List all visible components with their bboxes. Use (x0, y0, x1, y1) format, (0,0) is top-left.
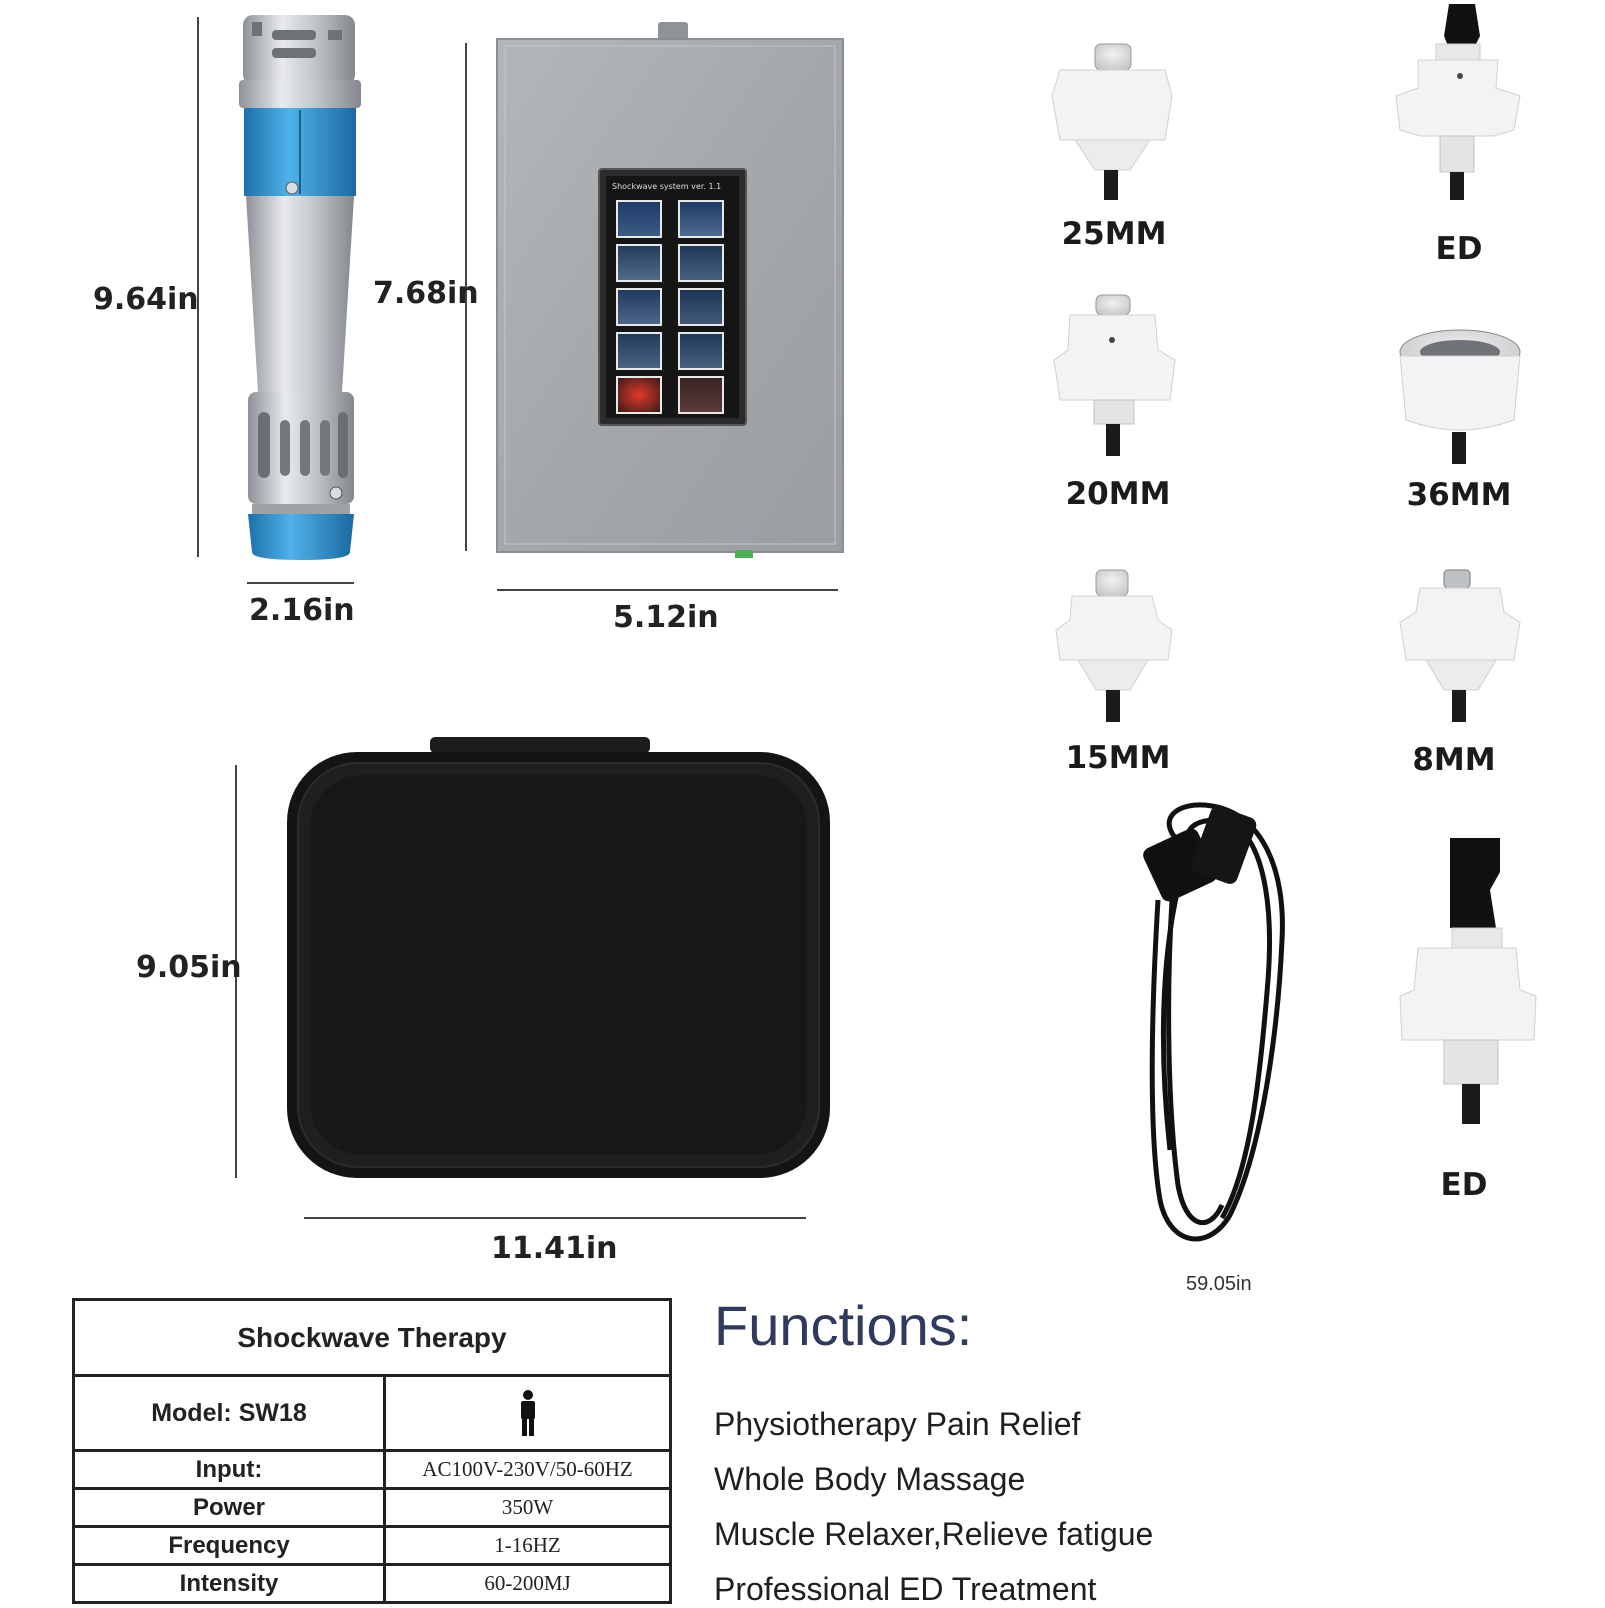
tip-label-8mm: 8MM (1412, 742, 1496, 778)
function-item: Professional ED Treatment (714, 1571, 1097, 1607)
spec-key: Frequency (74, 1527, 385, 1565)
spec-model-icon-cell (385, 1376, 671, 1451)
function-item: Muscle Relaxer,Relieve fatigue (714, 1516, 1154, 1552)
spec-value: 350W (385, 1489, 671, 1527)
tip-8mm-icon (1400, 570, 1520, 722)
spec-key: Intensity (74, 1565, 385, 1603)
spec-key: Power (74, 1489, 385, 1527)
unit-height-label: 7.68in (373, 276, 479, 311)
spec-model: Model: SW18 (74, 1376, 385, 1451)
handpiece-width-label: 2.16in (249, 593, 355, 628)
tip-25mm-icon (1052, 44, 1172, 200)
tip-ed-large-icon (1400, 838, 1536, 1124)
case-width-label: 11.41in (491, 1231, 618, 1266)
case-height-label: 9.05in (136, 950, 242, 985)
function-item: Physiotherapy Pain Relief (714, 1406, 1081, 1442)
spec-table (72, 1298, 672, 1604)
cable-length-label: 59.05in (1186, 1273, 1252, 1295)
tip-15mm-icon (1056, 570, 1172, 722)
tip-label-36mm: 36MM (1406, 477, 1512, 513)
tip-label-15mm: 15MM (1065, 740, 1171, 776)
tip-36mm-icon (1400, 330, 1520, 464)
spec-table-title: Shockwave Therapy (74, 1300, 671, 1376)
spec-value: 1-16HZ (385, 1527, 671, 1565)
unit-width-label: 5.12in (613, 600, 719, 635)
handpiece-height-label: 9.64in (93, 282, 199, 317)
screen-header: Shockwave system ver. 1.1 (612, 182, 722, 191)
spec-value: AC100V-230V/50-60HZ (385, 1451, 671, 1489)
functions-title: Functions: (714, 1294, 973, 1357)
tip-label-20mm: 20MM (1065, 476, 1171, 512)
tip-label-ed-large: ED (1440, 1167, 1488, 1203)
function-item: Whole Body Massage (714, 1461, 1026, 1497)
tip-20mm-icon (1054, 295, 1175, 456)
tip-ed-icon (1396, 4, 1520, 200)
spec-key: Input: (74, 1451, 385, 1489)
spec-value: 60-200MJ (385, 1565, 671, 1603)
tip-label-25mm: 25MM (1061, 216, 1167, 252)
tip-label-ed: ED (1435, 231, 1483, 267)
person-icon (517, 1390, 539, 1436)
